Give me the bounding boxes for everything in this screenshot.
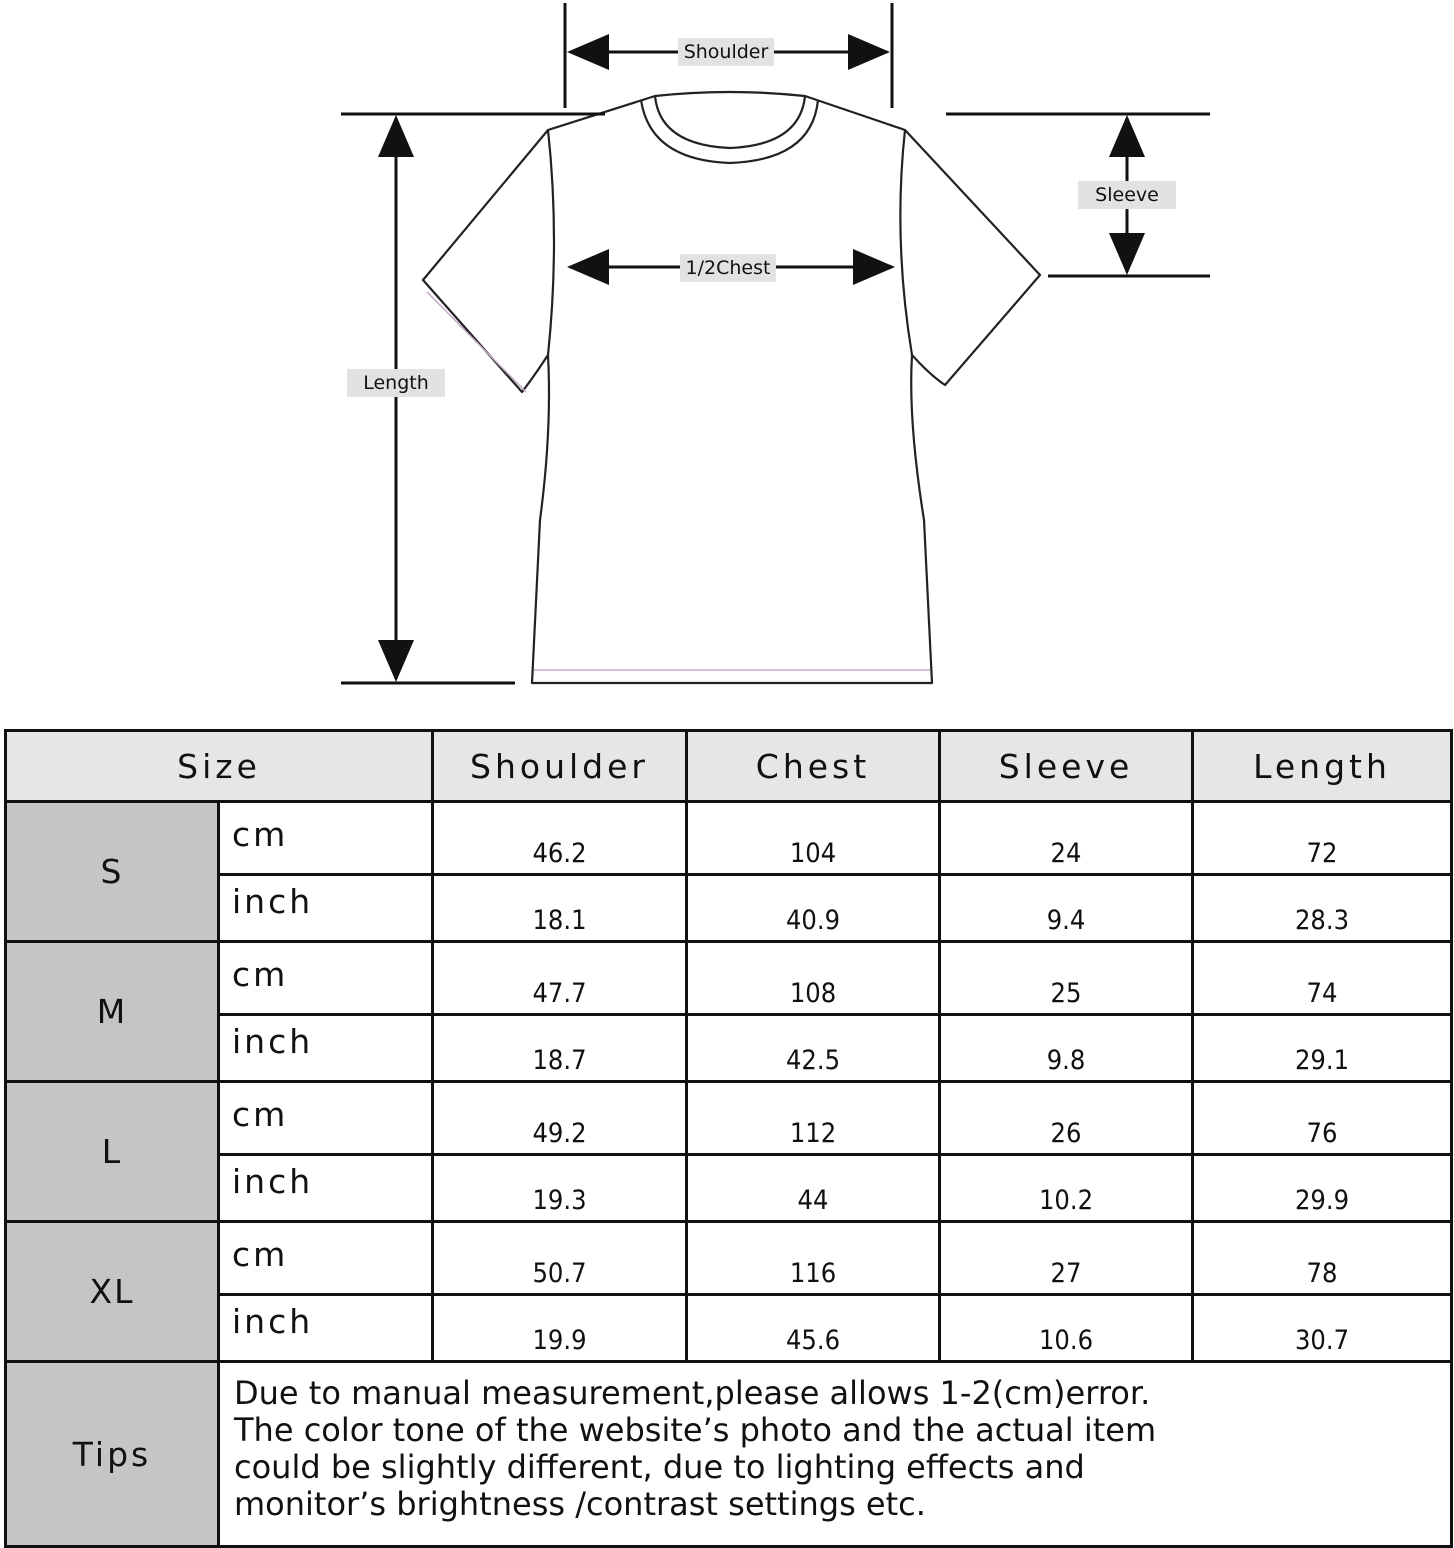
tips-line: The color tone of the website’s photo and the actual item [234, 1411, 1157, 1449]
shoulder-label: Shoulder [678, 38, 774, 66]
table-row [6, 875, 1452, 942]
table-row [6, 1015, 1452, 1082]
size-label: M [6, 942, 219, 1082]
sleeve-value: 27 [940, 1222, 1193, 1295]
chest-value: 42.5 [687, 1015, 940, 1082]
tips-label: Tips [6, 1362, 219, 1547]
unit-label: cm [219, 942, 433, 1015]
sleeve-value: 26 [940, 1082, 1193, 1155]
unit-label: inch [219, 1295, 433, 1362]
table-header-row [6, 731, 1452, 802]
unit-label: cm [219, 802, 433, 875]
table-row [6, 1155, 1452, 1222]
tips-line: could be slightly different, due to lighting effects and [234, 1448, 1085, 1486]
tips-text [219, 1362, 1452, 1547]
length-value: 30.7 [1193, 1295, 1452, 1362]
tshirt-measurement-diagram [0, 0, 1454, 700]
length-value: 76 [1193, 1082, 1452, 1155]
length-value: 29.1 [1193, 1015, 1452, 1082]
chest-label: 1/2Chest [680, 254, 776, 282]
sleeve-value: 24 [940, 802, 1193, 875]
shoulder-value: 18.7 [433, 1015, 687, 1082]
sleeve-value: 10.6 [940, 1295, 1193, 1362]
chest-value: 44 [687, 1155, 940, 1222]
shoulder-value: 49.2 [433, 1082, 687, 1155]
chest-value: 112 [687, 1082, 940, 1155]
table-row [6, 942, 1452, 1015]
chest-value: 40.9 [687, 875, 940, 942]
chest-value: 108 [687, 942, 940, 1015]
length-value: 29.9 [1193, 1155, 1452, 1222]
header-length: Length [1193, 731, 1452, 802]
sleeve-value: 10.2 [940, 1155, 1193, 1222]
shoulder-value: 50.7 [433, 1222, 687, 1295]
shoulder-value: 46.2 [433, 802, 687, 875]
chest-value: 45.6 [687, 1295, 940, 1362]
tshirt-shape [423, 92, 1040, 683]
length-value: 78 [1193, 1222, 1452, 1295]
length-value: 72 [1193, 802, 1452, 875]
unit-label: cm [219, 1082, 433, 1155]
shoulder-value: 47.7 [433, 942, 687, 1015]
table-row [6, 802, 1452, 875]
shoulder-value: 19.3 [433, 1155, 687, 1222]
unit-label: inch [219, 1015, 433, 1082]
size-label: L [6, 1082, 219, 1222]
tips-line: Due to manual measurement,please allows 1-2(cm)error. [234, 1374, 1151, 1412]
tshirt-outline-svg [0, 0, 1454, 700]
header-shoulder: Shoulder [433, 731, 687, 802]
table-row [6, 1082, 1452, 1155]
tips-line: monitor’s brightness /contrast settings etc. [234, 1485, 926, 1523]
tips-row [6, 1362, 1452, 1547]
sleeve-value: 25 [940, 942, 1193, 1015]
shoulder-value: 18.1 [433, 875, 687, 942]
length-value: 28.3 [1193, 875, 1452, 942]
length-value: 74 [1193, 942, 1452, 1015]
sleeve-label: Sleeve [1078, 181, 1176, 209]
header-sleeve: Sleeve [940, 731, 1193, 802]
unit-label: cm [219, 1222, 433, 1295]
size-label: XL [6, 1222, 219, 1362]
chest-value: 104 [687, 802, 940, 875]
table-row [6, 1295, 1452, 1362]
header-chest: Chest [687, 731, 940, 802]
unit-label: inch [219, 875, 433, 942]
size-chart-table [4, 729, 1453, 1548]
chest-value: 116 [687, 1222, 940, 1295]
sleeve-value: 9.8 [940, 1015, 1193, 1082]
length-dimension [341, 114, 605, 683]
unit-label: inch [219, 1155, 433, 1222]
table-row [6, 1222, 1452, 1295]
size-label: S [6, 802, 219, 942]
header-size: Size [6, 731, 433, 802]
length-label: Length [347, 369, 445, 397]
sleeve-value: 9.4 [940, 875, 1193, 942]
shoulder-value: 19.9 [433, 1295, 687, 1362]
